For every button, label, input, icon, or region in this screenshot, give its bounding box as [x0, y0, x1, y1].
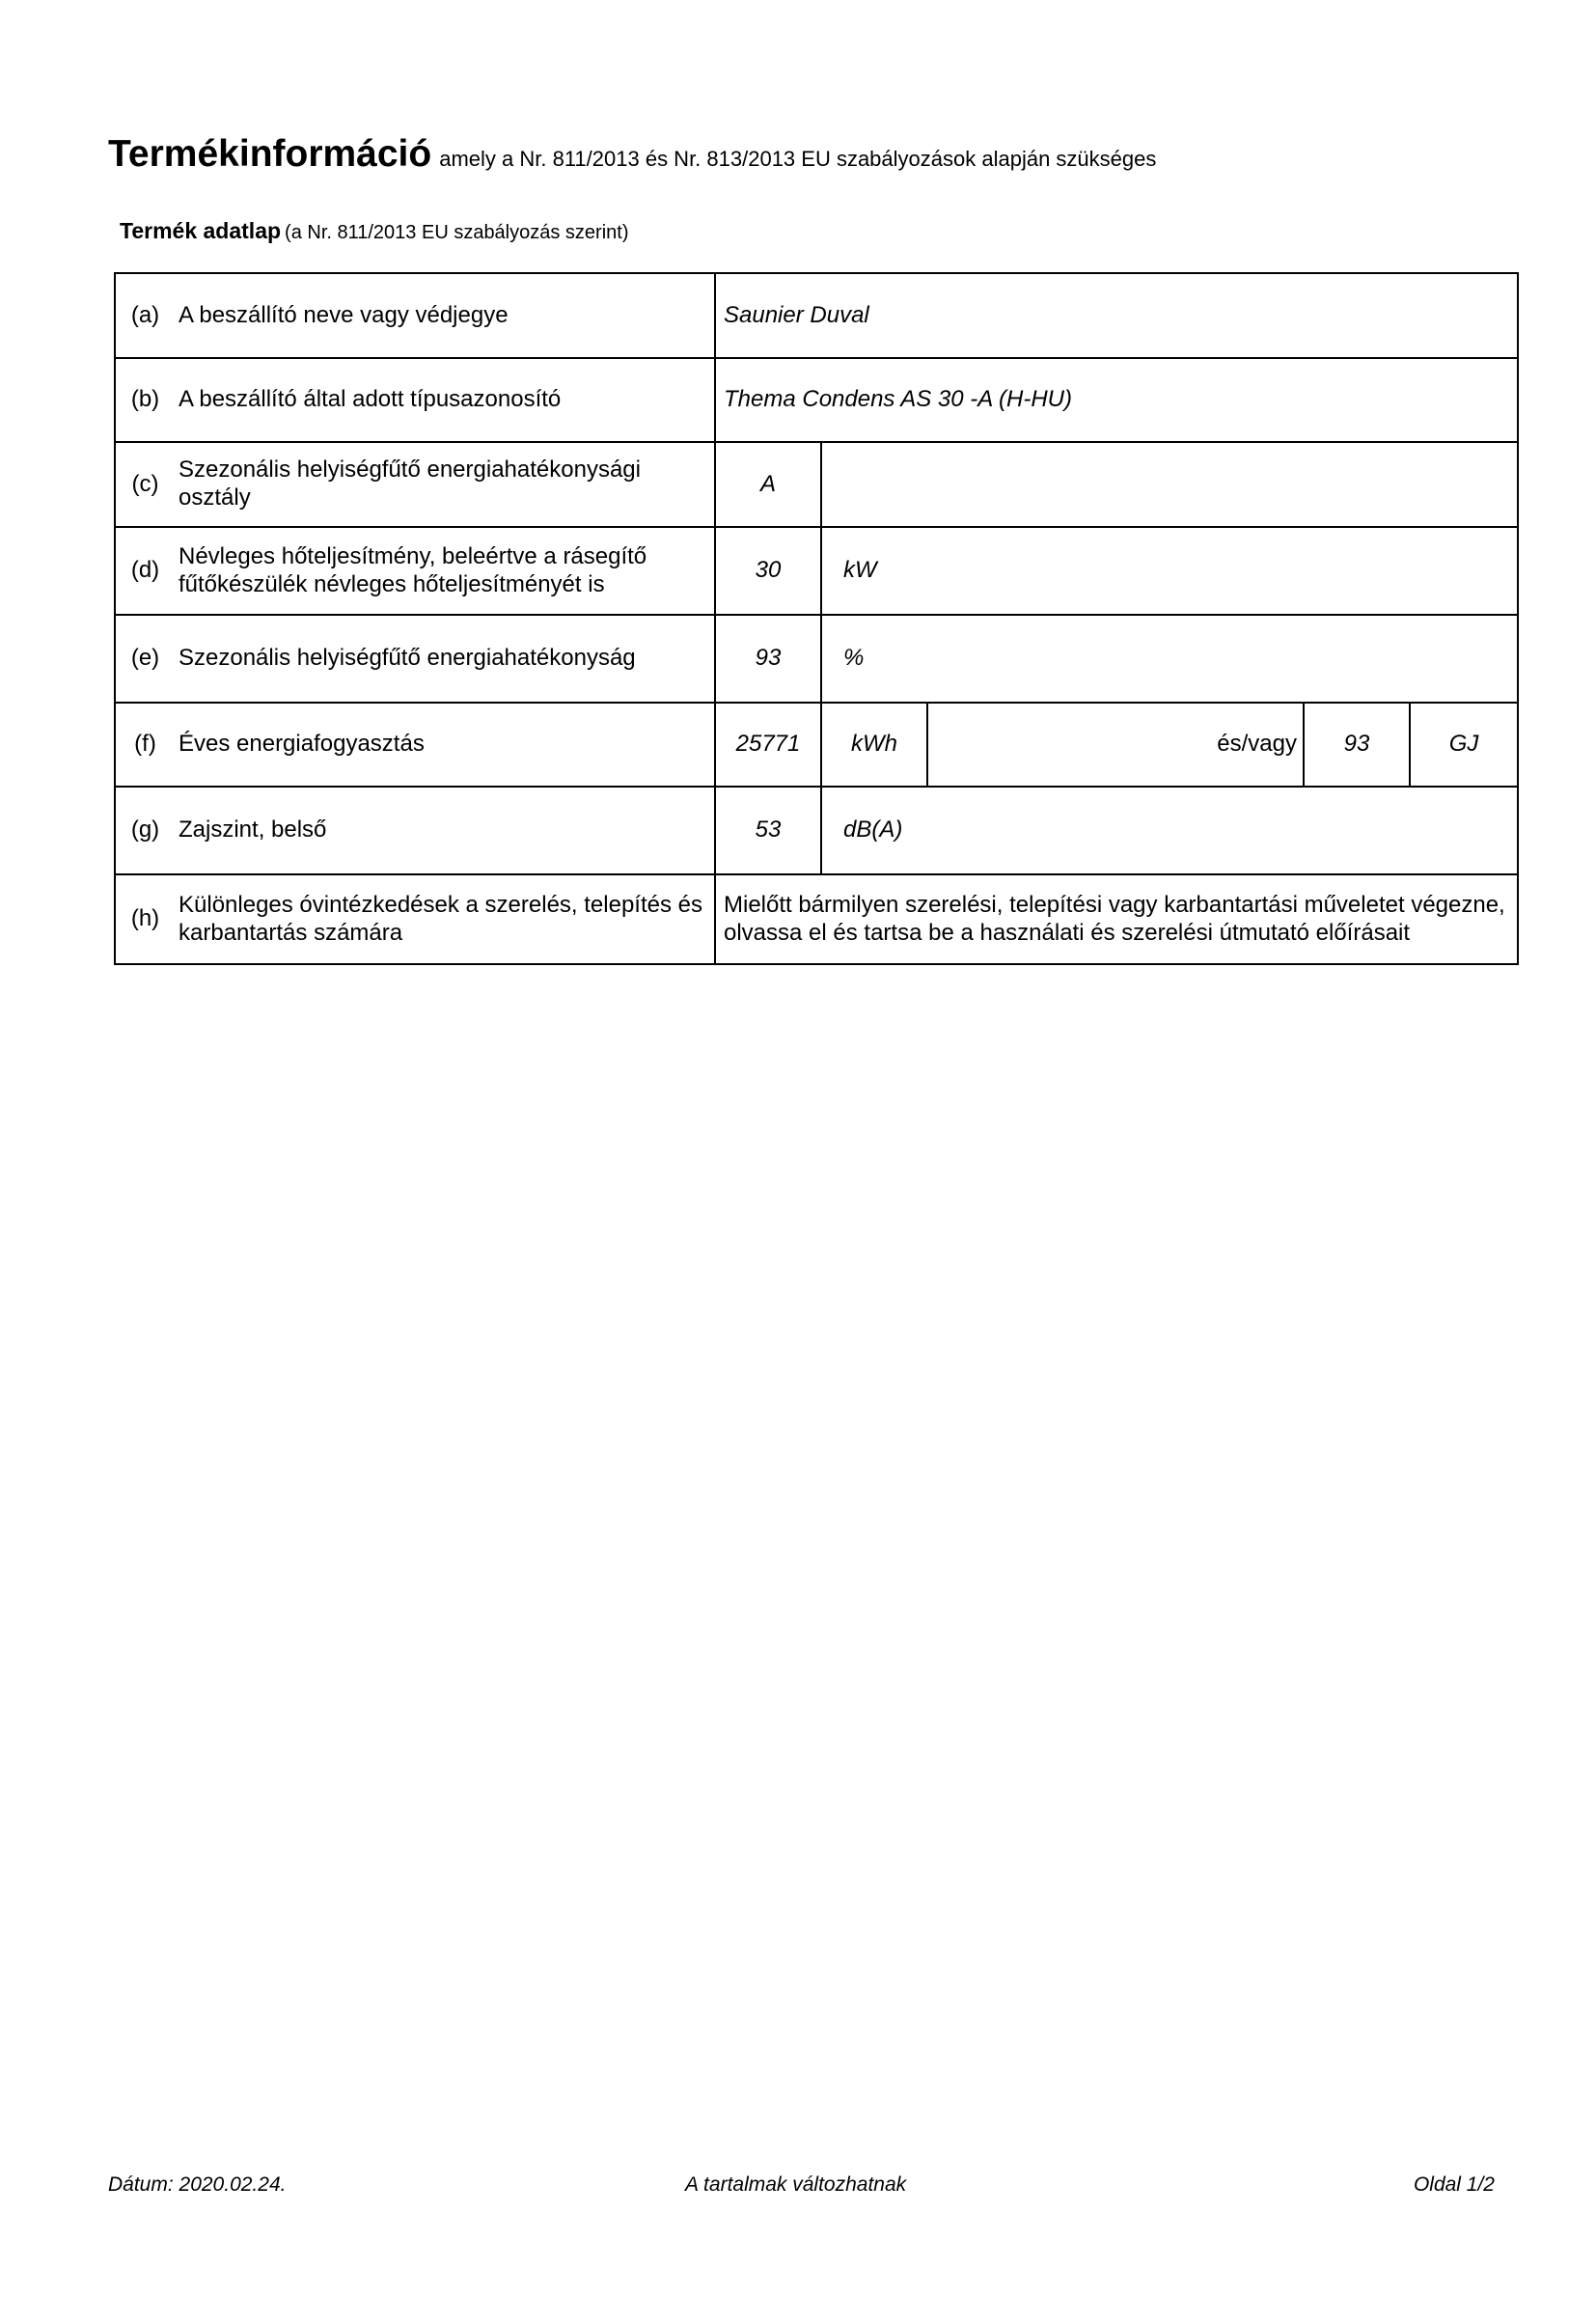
supplier-value: Saunier Duval — [715, 273, 1518, 358]
precautions-value: Mielőtt bármilyen szerelési, telepítési vagy karbantartási műveletet végezne, olvassa el és tartsa be a használati és szerelési útmutató előírásait — [715, 874, 1518, 964]
precautions-label: Különleges óvintézkedések a szerelés, telepítés és karbantartás számára — [175, 874, 715, 964]
row-letter-a: (a) — [115, 273, 175, 358]
annual-consumption-kwh-value: 25771 — [715, 703, 821, 787]
seasonal-efficiency-value: 93 — [715, 615, 821, 703]
table-row-model — [115, 358, 1518, 442]
annual-consumption-gj-value: 93 — [1304, 703, 1410, 787]
section-subtitle: (a Nr. 811/2013 EU szabályozás szerint) — [285, 222, 629, 243]
table-row-seasonal-efficiency — [115, 615, 1518, 703]
heat-output-unit: kW — [821, 527, 1518, 615]
noise-level-unit: dB(A) — [821, 787, 1518, 874]
footer-date: Dátum: 2020.02.24. — [108, 2173, 287, 2196]
table-row-efficiency-class — [115, 442, 1518, 527]
row-letter-c: (c) — [115, 442, 175, 527]
empty-cell — [821, 442, 1518, 527]
product-data-table — [114, 272, 1519, 965]
seasonal-efficiency-unit: % — [821, 615, 1518, 703]
page-header — [108, 133, 1156, 176]
footer-page-number: Oldal 1/2 — [1413, 2173, 1495, 2196]
section-heading — [120, 218, 629, 244]
table-row-precautions — [115, 874, 1518, 964]
row-letter-d: (d) — [115, 527, 175, 615]
model-value: Thema Condens AS 30 -A (H-HU) — [715, 358, 1518, 442]
noise-level-value: 53 — [715, 787, 821, 874]
noise-level-label: Zajszint, belső — [175, 787, 715, 874]
seasonal-efficiency-label: Szezonális helyiségfűtő energiahatékonyság — [175, 615, 715, 703]
row-letter-f: (f) — [115, 703, 175, 787]
supplier-label: A beszállító neve vagy védjegye — [175, 273, 715, 358]
section-title: Termék adatlap — [120, 218, 282, 243]
row-letter-e: (e) — [115, 615, 175, 703]
annual-consumption-gj-unit: GJ — [1410, 703, 1518, 787]
and-or-label: és/vagy — [927, 703, 1304, 787]
row-letter-g: (g) — [115, 787, 175, 874]
annual-consumption-label: Éves energiafogyasztás — [175, 703, 715, 787]
table-row-heat-output — [115, 527, 1518, 615]
page-subtitle: amely a Nr. 811/2013 és Nr. 813/2013 EU szabályozások alapján szükséges — [439, 147, 1157, 171]
page-title: Termékinformáció — [108, 133, 432, 175]
efficiency-class-value: A — [715, 442, 821, 527]
row-letter-h: (h) — [115, 874, 175, 964]
row-letter-b: (b) — [115, 358, 175, 442]
table-row-noise-level — [115, 787, 1518, 874]
heat-output-value: 30 — [715, 527, 821, 615]
table-row-annual-consumption — [115, 703, 1518, 787]
model-label: A beszállító által adott típusazonosító — [175, 358, 715, 442]
efficiency-class-label: Szezonális helyiségfűtő energiahatékonysági osztály — [175, 442, 715, 527]
table-row-supplier — [115, 273, 1518, 358]
footer-notice: A tartalmak változhatnak — [685, 2173, 907, 2196]
annual-consumption-kwh-unit: kWh — [821, 703, 927, 787]
heat-output-label: Névleges hőteljesítmény, beleértve a rásegítő fűtőkészülék névleges hőteljesítményét is — [175, 527, 715, 615]
